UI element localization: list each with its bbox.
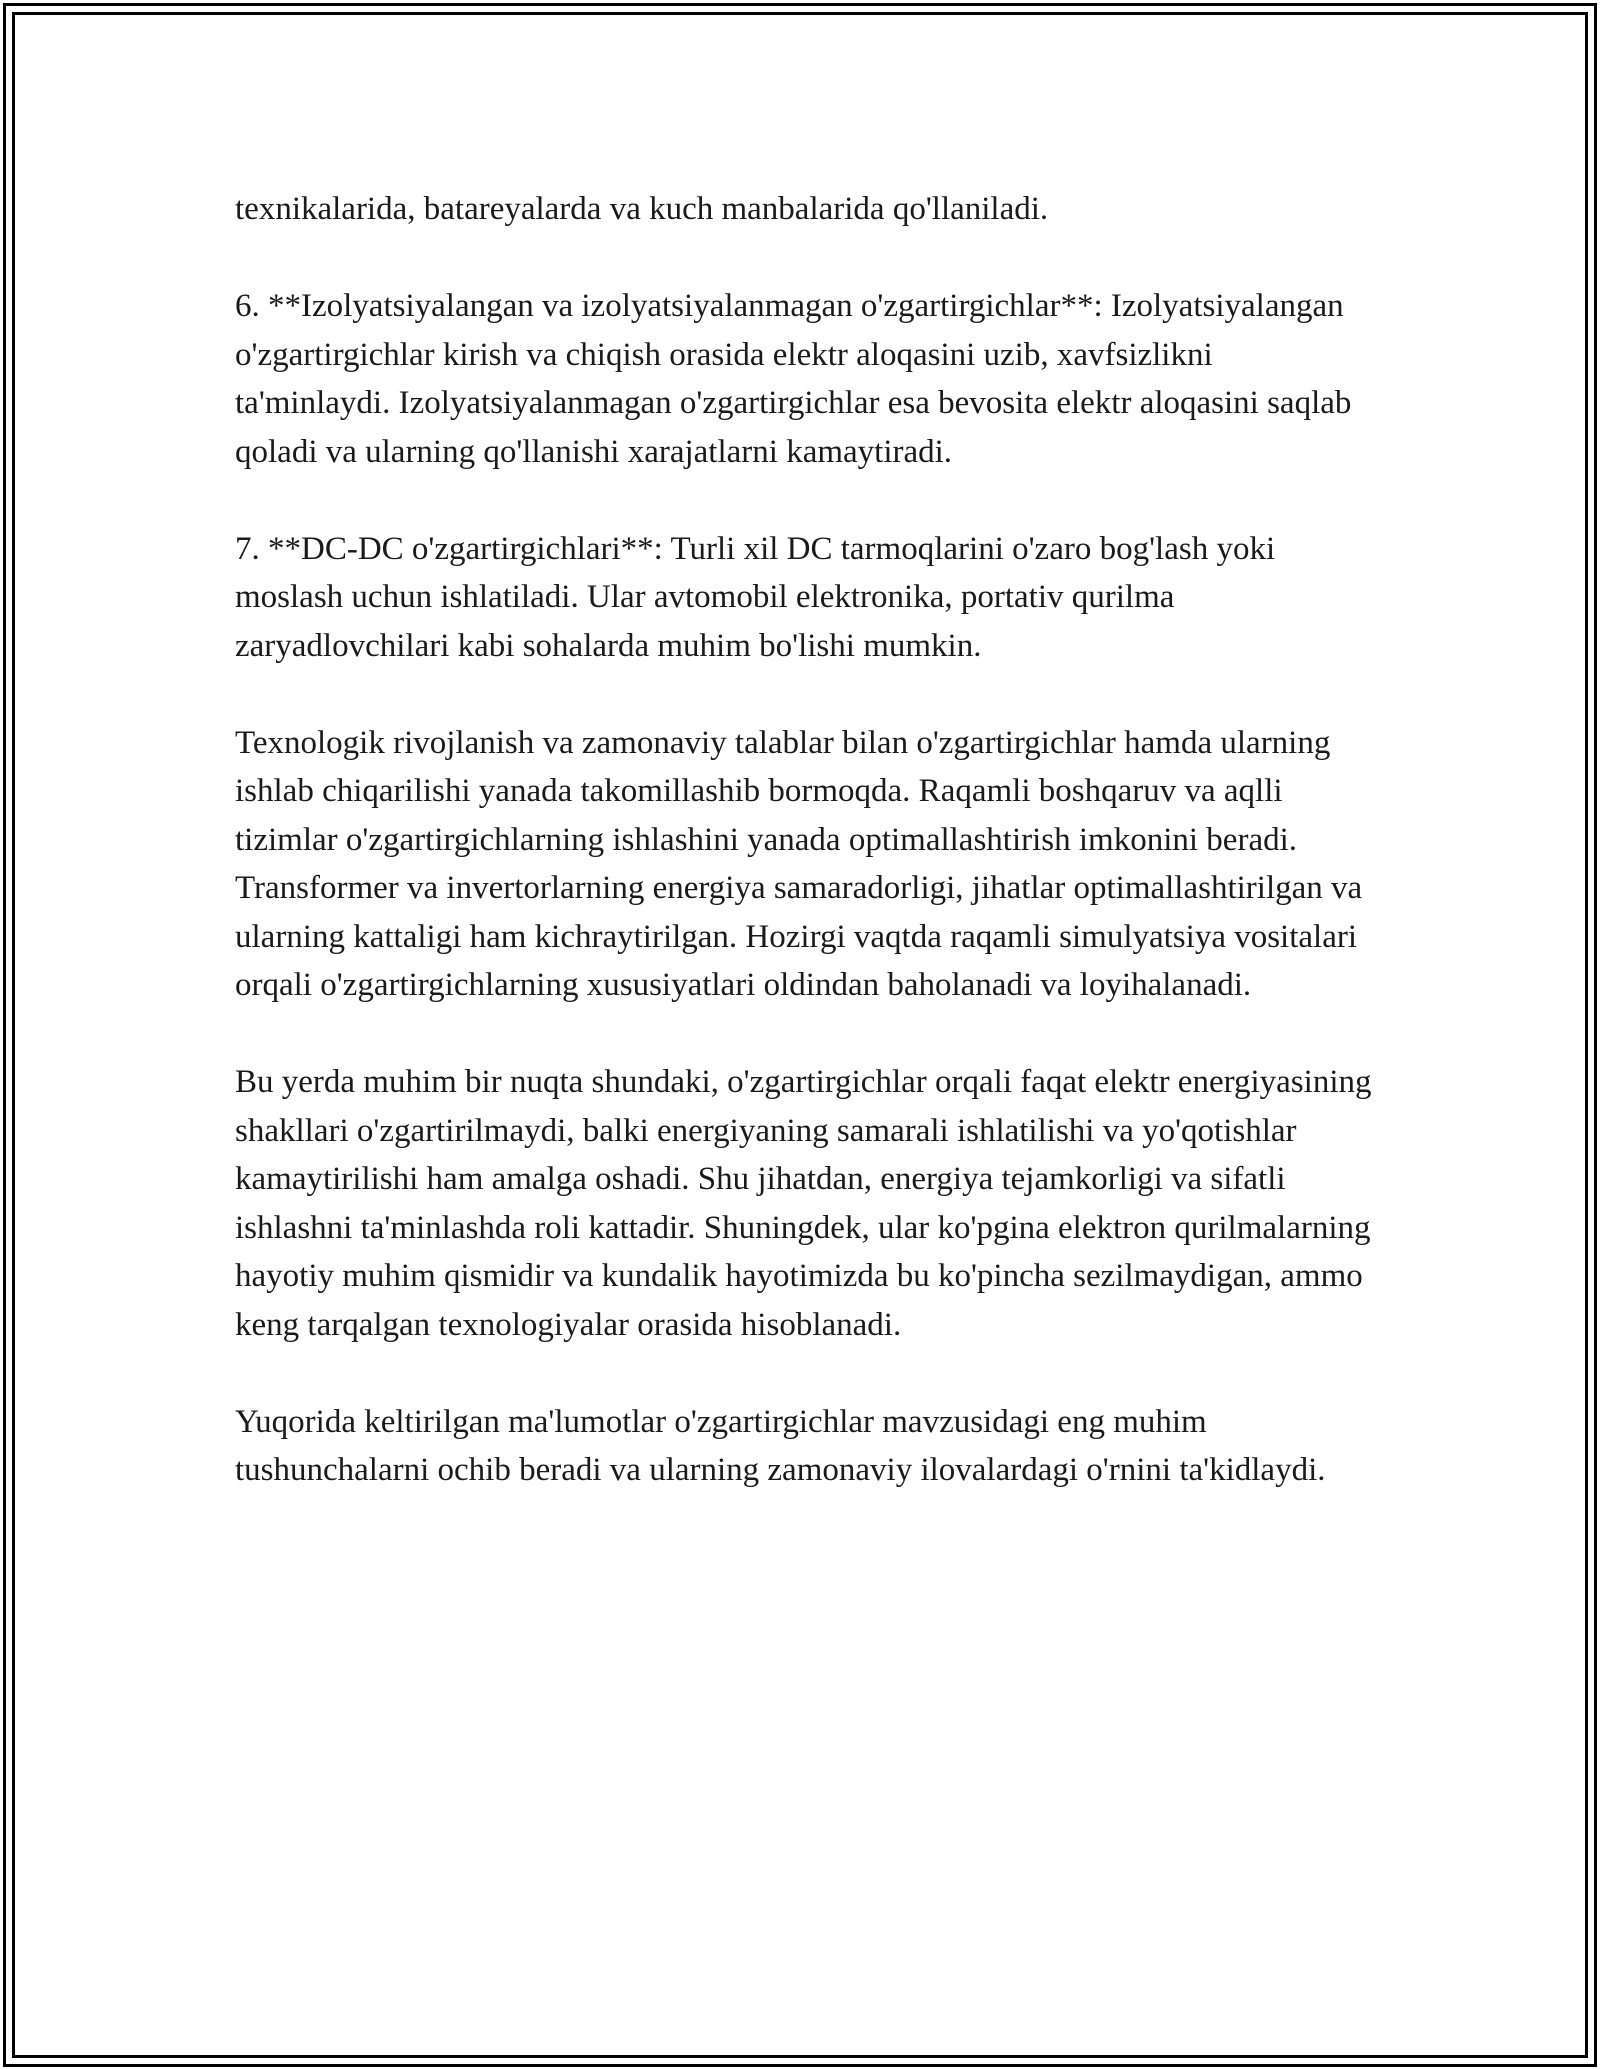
paragraph-item-6: 6. **Izolyatsiyalangan va izolyatsiyalanmagan o'zgartirgichlar**: Izolyatsiyalangan o'zgartirgichlar kirish va chiqish orasida elektr aloqasini uzib, xavfsizlikni ta'minlaydi. Izolyatsiyalanmagan o'zgartirgichlar esa bevosita elektr aloqasini saqlab qoladi va ularning qo'llanishi xarajatlarni kamaytiradi.: [235, 288, 1352, 470]
paragraph-continuation: texnikalarida, batareyalarda va kuch manbalarida qo'llaniladi.: [235, 191, 1049, 227]
paragraph-item-7: 7. **DC-DC o'zgartirgichlari**: Turli xil DC tarmoqlarini o'zaro bog'lash yoki moslash uchun ishlatiladi. Ular avtomobil elektronika, portativ qurilma zaryadlovchilari kabi sohalarda muhim bo'lishi mumkin.: [235, 530, 1276, 664]
paragraph-importance: Bu yerda muhim bir nuqta shundaki, o'zgartirgichlar orqali faqat elektr energiyasining shakllari o'zgartirilmaydi, balki energiyaning samarali ishlatilishi va yo'qotishlar kamaytirilishi ham amalga oshadi. Shu jihatdan, energiya tejamkorligi va sifatli ishlashni ta'minlashda roli kattadir. Shuningdek, ular ko'pgina elektron qurilmalarning hayotiy muhim qismidir va kundalik hayotimizda bu ko'pincha sezilmaydigan, ammo keng tarqalgan texnologiyalar orasida hisoblanadi.: [235, 1064, 1372, 1343]
document-body: [235, 185, 1375, 1543]
paragraph-technology: Texnologik rivojlanish va zamonaviy talablar bilan o'zgartirgichlar hamda ularning ishlab chiqarilishi yanada takomillashib bormoqda. Raqamli boshqaruv va aqlli tizimlar o'zgartirgichlarning ishlashini yanada optimallashtirish imkonini beradi. Transformer va invertorlarning energiya samaradorligi, jihatlar optimallashtirilgan va ularning kattaligi ham kichraytirilgan. Hozirgi vaqtda raqamli simulyatsiya vositalari orqali o'zgartirgichlarning xususiyatlari oldindan baholanadi va loyihalanadi.: [235, 724, 1363, 1003]
paragraph-conclusion: Yuqorida keltirilgan ma'lumotlar o'zgartirgichlar mavzusidagi eng muhim tushunchalarni ochib beradi va ularning zamonaviy ilovalardagi o'rnini ta'kidlaydi.: [235, 1403, 1326, 1488]
